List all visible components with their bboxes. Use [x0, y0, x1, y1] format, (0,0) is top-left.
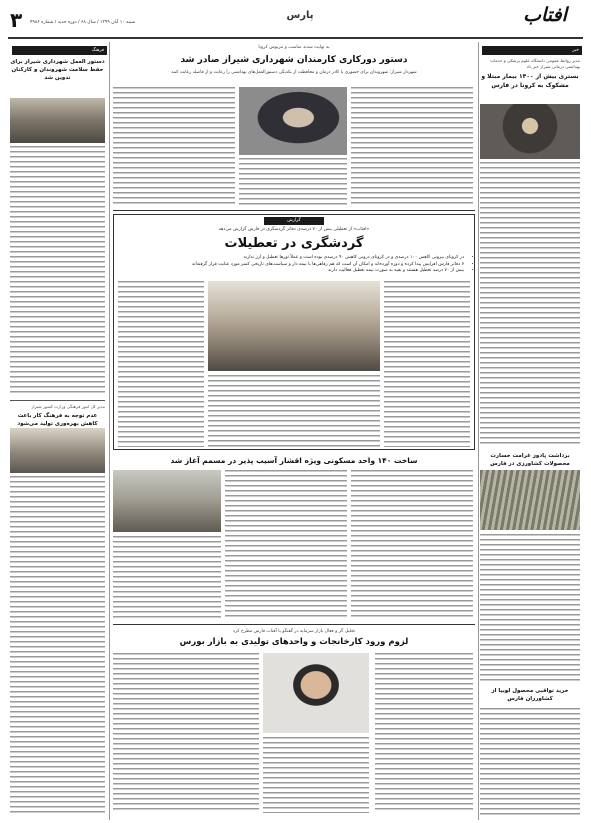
bottom-story-photo — [263, 653, 369, 733]
right-story-kicker: مدیر روابط عمومی دانشگاه علوم پزشکی و خدمات بهداشتی درمانی شیراز خبر داد — [490, 58, 580, 69]
bottom-text-col-3 — [113, 653, 259, 813]
top-story — [113, 42, 475, 210]
top-story-subtitle: شهردار شیراز: شهروندان برای حضوری با کادر درمان و محافظت از یکدیگر، دستورالعمل‌های بهداشتی را رعایت و از فاصله رعایت کنند — [171, 70, 417, 75]
top-story-rule — [113, 210, 475, 211]
right-column-rule — [478, 42, 479, 820]
bottom-story-title: لزوم ورود کارخانجات و واحدهای تولیدی به بازار بورس — [179, 637, 409, 647]
feature-tag: گزارش — [264, 217, 324, 225]
masthead-rule — [8, 37, 583, 39]
mid-story-title: ساخت ۱۴۰ واحد مسکونی ویژه اقشار آسیب پذیر در مسمم آغاز شد — [170, 456, 418, 465]
right-column — [480, 42, 582, 822]
story2-kicker: مدیر کل امور فرهنگی وزارت کشور شیراز — [31, 404, 105, 409]
mid-text-col-1 — [351, 470, 473, 618]
right-story3-title: خرید تواقبی محصول لوبیا از کشاورزان فارس — [491, 688, 569, 702]
left-section-tag: فرهنگ — [12, 46, 107, 55]
mid-text-col-2 — [225, 470, 347, 618]
feature-bullet: • در کرونای بیرونی کاهش ۱۰۰ درصدی و در کرونای درونی کاهش ۹۰ درصدی بوده است و عملاً تورها تعطیل و ارز ندارند — [124, 255, 464, 262]
top-story-kicker: به نهایت شدند مناسب و مربوس کرونا — [258, 45, 330, 50]
date-line: شنبه ۱۰ آبان ۱۳۹۹ / سال ۶۸ / دوره جدید / شماره ۴۹۸۶ — [30, 20, 135, 25]
story1-title: دستور العمل شهرداری شیراز برای حفظ سلامت شهروندان و کارکنان تدوین شد — [10, 59, 105, 81]
top-story-title: دستور دورکاری کارمندان شهرداری شیراز صادر شد — [180, 55, 408, 65]
top-story-photo — [239, 87, 347, 155]
right-story-photo — [480, 104, 580, 159]
bottom-story-kicker: تحلیل گر و فعال بازار سرمایه در گفتگو با آفتاب فارس مطرح کرد — [232, 629, 356, 634]
left-column — [10, 42, 107, 822]
page-number: ۳ — [10, 8, 23, 32]
feature-text-col-2 — [118, 281, 204, 447]
feature-title: گردشگری در تعطیلات — [224, 236, 364, 251]
story2-title: عدم توجه به فرهنگ کار باعث کاهش بهره‌وری تولید می‌شود — [17, 413, 98, 427]
top-text-col-1 — [351, 87, 473, 207]
right-story-title: بستری بیش از ۱۴۰۰ بیمار مبتلا و مشکوک به کرونا در فارس — [481, 73, 579, 89]
paper-logo: افتاب — [523, 4, 567, 26]
bottom-text-col-1 — [375, 653, 473, 813]
feature-text-col-3 — [208, 375, 380, 447]
top-text-col-2 — [239, 158, 347, 208]
feature-text-col-1 — [384, 281, 470, 447]
right-story2-title: برداشت پادوز غرامت خسارت محصولات کشاورزی در فارس — [490, 453, 570, 467]
feature-kicker: «افتاب» از تعطیلی بیش از ۷۰ درصدی دفاتر گردشگری در فارس گزارش می‌دهد — [218, 227, 370, 232]
feature-bullet: • ۷ دفاتر فارس افزایش پیدا کرده و دوره آورده‌اند و امکان آن است که هم رفاهی‌ها با نیمه دار و سیاست‌های تاریخی کمتر مورد عنایت قرار گرفته‌اند — [124, 262, 464, 269]
left-divider — [10, 400, 105, 401]
right-text-block-2 — [480, 534, 580, 684]
bottom-text-col-2 — [263, 737, 369, 813]
right-text-block-1 — [480, 162, 580, 447]
bottom-story — [113, 627, 475, 817]
feature-bullets — [124, 255, 472, 275]
left-text-block-2 — [10, 476, 105, 816]
top-text-col-3 — [113, 87, 235, 207]
left-text-block-1 — [10, 146, 105, 396]
right-text-block-3 — [480, 708, 580, 816]
mid-story-rule — [113, 624, 475, 625]
section-title: پارس — [286, 10, 314, 21]
feature-bullet: • بیش از ۷۰ درصد تعطیل هستند و بقیه به صورت نیمه تعطیل فعالیت دارند — [124, 268, 464, 275]
masthead — [0, 0, 591, 40]
mid-story — [113, 454, 475, 622]
story2-photo — [10, 428, 105, 473]
left-column-rule — [109, 42, 110, 820]
story1-photo — [10, 98, 105, 143]
mid-text-col-3 — [113, 536, 221, 618]
right-section-tag: خبر — [482, 46, 582, 55]
mid-story-photo — [113, 470, 221, 532]
feature-story — [113, 214, 475, 450]
feature-photo — [208, 281, 380, 371]
right-story2-photo — [480, 470, 580, 530]
